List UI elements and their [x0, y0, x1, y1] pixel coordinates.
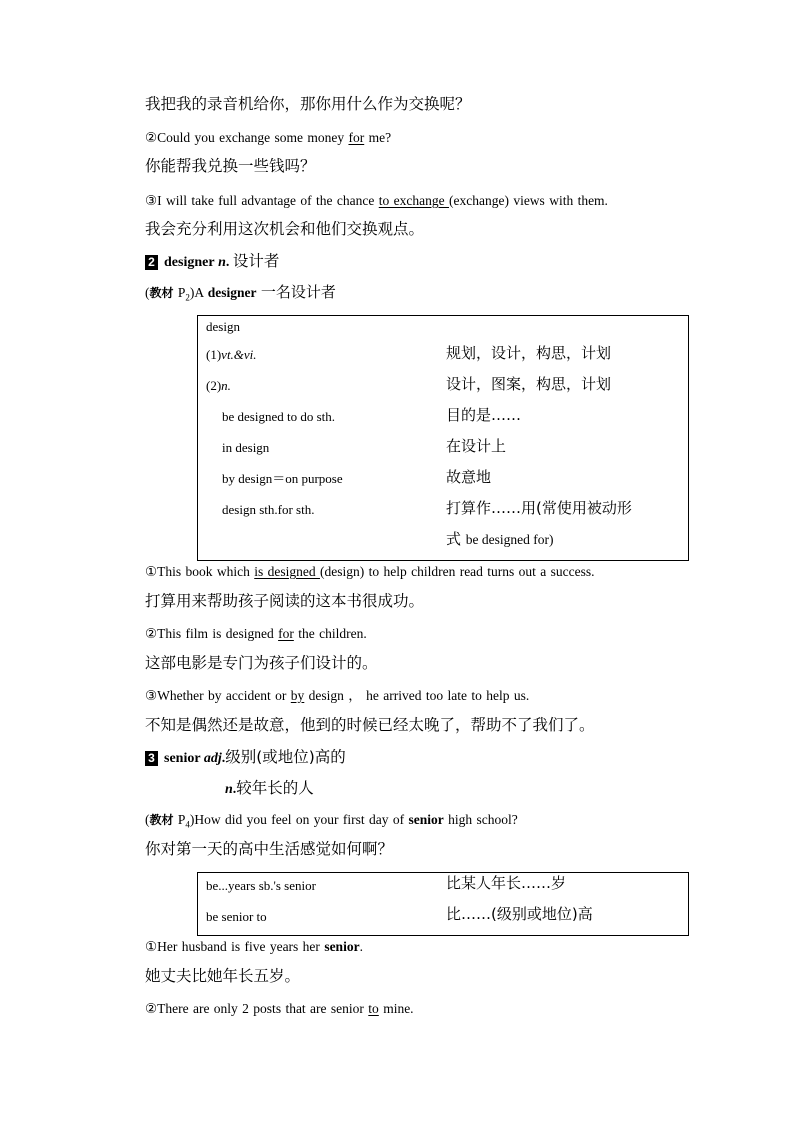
translation-line: 我会充分利用这次机会和他们交换观点。 — [145, 220, 425, 238]
example-sentence — [145, 689, 529, 703]
sense-number: (2) — [206, 378, 222, 393]
translation-line: 你能帮我兑换一些钱吗？ — [145, 157, 316, 175]
table-right: 设计，图案，构思，计划 — [446, 375, 612, 393]
headword-meaning: 设计者 — [232, 252, 280, 270]
sentence-text: ①Her husband is five years her — [145, 939, 325, 954]
sentence-text: ②Could you exchange some money — [145, 130, 349, 145]
example-sentence — [145, 131, 391, 145]
sense-pos: vt.&vi. — [221, 347, 257, 362]
sentence-text: ②This film is designed — [145, 626, 279, 641]
table-left: be senior to — [206, 909, 267, 924]
answer-blank: for — [348, 130, 365, 145]
section-number: 3 — [145, 751, 158, 766]
translation-line: 不知是偶然还是故意，他到的时候已经太晚了，帮助不了我们了。 — [145, 716, 595, 734]
table-right: 故意地 — [446, 468, 492, 486]
example-meaning: 一名设计者 — [260, 283, 336, 301]
pos-dot: . — [232, 782, 237, 797]
translation-line: 你对第一天的高中生活感觉如何啊？ — [145, 840, 394, 858]
source-label: 教材 — [149, 286, 174, 300]
section-subheading — [225, 781, 314, 797]
sentence-text: the children. — [293, 626, 367, 641]
sense-pos: n. — [221, 378, 231, 393]
table-left: in design — [222, 440, 270, 455]
table-right: 在设计上 — [446, 437, 507, 455]
table-right: 打算作……用(常使用被动形 — [446, 499, 632, 517]
example-sentence — [145, 627, 367, 641]
headword: senior — [164, 751, 204, 766]
section-heading — [145, 254, 279, 270]
sentence-text: ③I will take full advantage of the chance — [145, 193, 379, 208]
table-right: 规划，设计，构思，计划 — [446, 344, 612, 362]
sentence-text: )How did you feel on your first day of — [189, 812, 409, 827]
table-left — [206, 348, 257, 361]
sentence-text: high school? — [443, 812, 518, 827]
sentence-text: (exchange) views with them. — [448, 193, 608, 208]
source-label: 教材 — [149, 813, 174, 827]
sentence-text: design ， he arrived too late to help us. — [304, 688, 530, 703]
table-right — [446, 532, 554, 547]
sentence-text: )A — [189, 285, 208, 300]
textbook-example: (教材 $P_2)A$ designer 一名设计者 — [145, 283, 336, 303]
table-right: 比……(级别或地位)高 — [446, 905, 593, 923]
pos-dot: . — [221, 751, 226, 766]
part-of-speech: n — [218, 255, 226, 270]
section-heading — [145, 750, 346, 766]
source-page-sub: 4 — [185, 819, 190, 830]
phrase-table — [197, 315, 689, 561]
sense-number: (1) — [206, 347, 222, 362]
table-left: design sth.for sth. — [222, 502, 315, 517]
answer-blank: to — [368, 1001, 379, 1016]
translation-line: 我把我的录音机给你，那你用什么作为交换呢？ — [145, 95, 471, 113]
part-of-speech: adj — [203, 751, 222, 766]
answer-blank: to exchange — [378, 193, 449, 208]
answer-blank: by — [290, 688, 305, 703]
table-left — [206, 379, 231, 392]
phrase-table — [197, 872, 689, 936]
sentence-text: ①This book which — [145, 564, 255, 579]
translation-line: 她丈夫比她年长五岁。 — [145, 967, 301, 985]
sentence-text: ③Whether by accident or — [145, 688, 291, 703]
table-left: be...years sb.'s senior — [206, 878, 316, 893]
answer-blank: for — [278, 626, 294, 641]
pos-dot: . — [225, 255, 233, 270]
part-of-speech: n — [225, 782, 233, 797]
source-page: P — [177, 812, 186, 827]
source-page-sub: 2 — [185, 292, 190, 303]
note-text: 式 — [446, 530, 466, 548]
table-head: design — [206, 319, 240, 334]
headword-meaning: 较年长的人 — [236, 779, 314, 797]
example-sentence — [145, 565, 595, 579]
translation-line: 打算用来帮助孩子阅读的这本书很成功。 — [145, 592, 425, 610]
headword: designer — [164, 255, 215, 270]
translation-line: 这部电影是专门为孩子们设计的。 — [145, 654, 378, 672]
source-page: P — [177, 285, 186, 300]
headword: senior — [408, 812, 444, 827]
example-sentence — [145, 1002, 414, 1016]
headword: senior — [324, 939, 360, 954]
section-number: 2 — [145, 255, 158, 270]
note-text: be designed for) — [465, 532, 554, 547]
sentence-text: . — [359, 939, 363, 954]
table-right: 比某人年长……岁 — [446, 874, 567, 892]
headword: designer — [207, 285, 257, 300]
sentence-text: (design) to help children read turns out a success. — [319, 564, 595, 579]
table-left: by design＝on purpose — [222, 471, 343, 486]
example-sentence — [145, 194, 608, 208]
sentence-text: ②There are only 2 posts that are senior — [145, 1001, 369, 1016]
headword-meaning: 级别(或地位)高的 — [225, 748, 346, 766]
table-left: be designed to do sth. — [222, 409, 336, 424]
sentence-text: me? — [364, 130, 392, 145]
sentence-text: mine. — [378, 1001, 414, 1016]
textbook-example: (教材 $P_4)How$ did you feel on your first day of senior high school? — [145, 812, 518, 830]
table-right: 目的是…… — [446, 406, 522, 424]
answer-blank: is designed — [254, 564, 320, 579]
example-sentence — [145, 940, 363, 954]
